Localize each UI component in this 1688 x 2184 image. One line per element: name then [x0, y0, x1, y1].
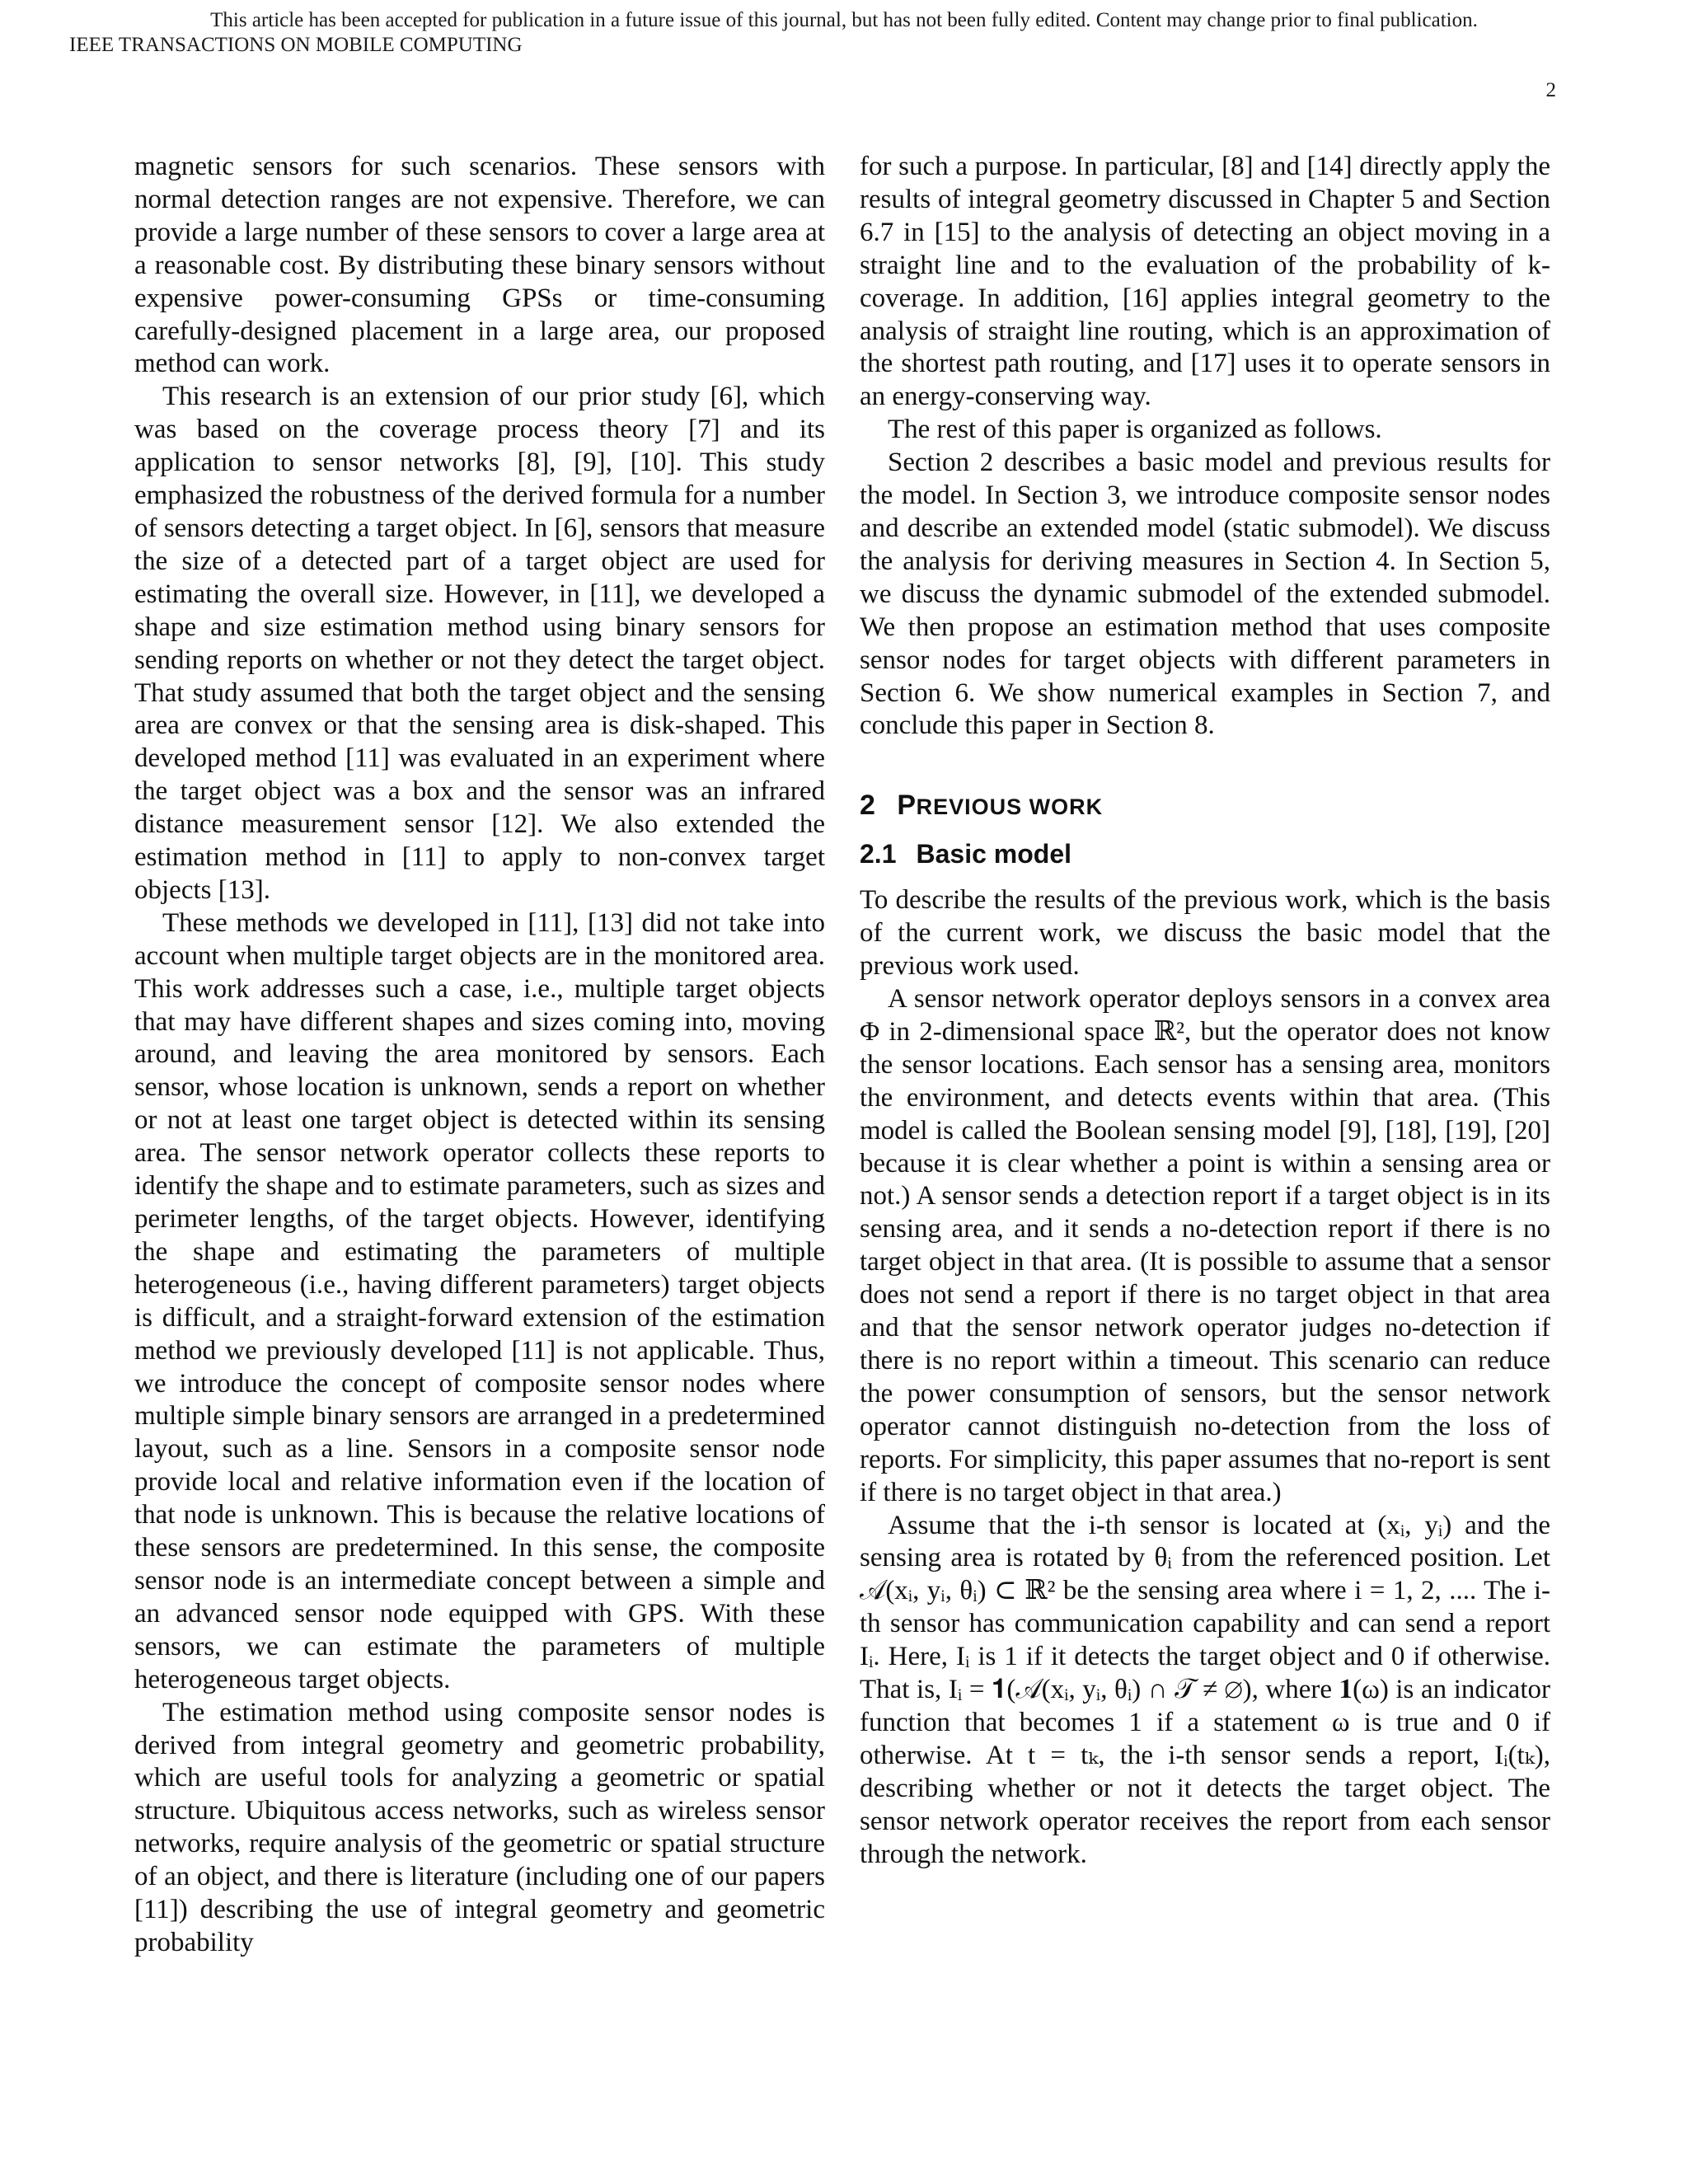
publication-notice: This article has been accepted for publication in a future issue of this journal, but has not been fully edited. Content may change prior to final publication.: [210, 9, 1478, 31]
paragraph: The rest of this paper is organized as follows.: [888, 415, 1382, 445]
paragraph: Assume that the i-th sensor is located at (xᵢ, yᵢ) and the sensing area is rotated by θᵢ from the referenced position. Let 𝒜(xᵢ, yᵢ, θᵢ) ⊂ ℝ² be the sensing area where i = 1, 2, .... The i-th sensor has communication capability and can send a report Iᵢ. Here, Iᵢ is 1 if it detects the target object and 0 if otherwise. That is, Iᵢ = 𝟏(𝒜(xᵢ, yᵢ, θᵢ) ∩ 𝒯 ≠ ∅), where 𝟏(ω) is an indicator function that becomes 1 if a statement ω is true and 0 if otherwise. At t = tₖ, the i-th sensor sends a report, Iᵢ(tₖ), describing whether or not it detects the target object. The sensor network operator receives the report from each sensor through the network.: [860, 1510, 1550, 1869]
subsection-title: Basic model: [916, 839, 1071, 869]
section-title-rest: REVIOUS WORK: [916, 794, 1104, 820]
paragraph: magnetic sensors for such scenarios. These sensors with normal detection ranges are not expensive. Therefore, we can provide a large number of these sensors to cover a large area at a reasonable cost. By distributing these binary sensors without expensive power-consuming GPSs or time-consuming carefully-designed placement in a large area, our proposed method can work.: [134, 152, 825, 379]
section-heading: [860, 787, 1550, 825]
paragraph: The estimation method using composite sensor nodes is derived from integral geometry and geometric probability, which are useful tools for analyzing a geometric or spatial structure. Ubiquitous access networks, such as wireless sensor networks, require analysis of the geometric or spatial structure of an object, and there is literature (including one of our papers [11]) describing the use of integral geometry and geometric probability: [134, 1697, 825, 1957]
subsection-heading: [860, 837, 1550, 871]
paragraph: A sensor network operator deploys sensors in a convex area Φ in 2-dimensional space ℝ², but the operator does not know the sensor locations. Each sensor has a sensing area, monitors the environment, and detects events within that area. (This model is called the Boolean sensing model [9], [18], [19], [20] because it is clear whether a point is within a sensing area or not.) A sensor sends a detection report if a target object is in its sensing area, and it sends a no-detection report if there is no target object in that area. (It is possible to assume that a sensor does not send a report if there is no target object in that area and that the sensor network operator judges no-detection if there is no report within a timeout. This scenario can reduce the power consumption of sensors, but the sensor network operator cannot distinguish no-detection from the loss of reports. For simplicity, this paper assumes that no-report is sent if there is no target object in that area.): [860, 984, 1550, 1507]
paragraph: These methods we developed in [11], [13] did not take into account when multiple target objects are in the monitored area. This work addresses such a case, i.e., multiple target objects that may have different shapes and sizes coming into, moving around, and leaving the area monitored by sensors. Each sensor, whose location is unknown, sends a report on whether or not at least one target object is detected within its sensing area. The sensor network operator collects these reports to identify the shape and to estimate parameters, such as sizes and perimeter lengths, of the target objects. However, identifying the shape and estimating the parameters of multiple heterogeneous (i.e., having different parameters) target objects is difficult, and a straight-forward extension of the estimation method we previously developed [11] is not applicable. Thus, we introduce the concept of composite sensor nodes where multiple simple binary sensors are arranged in a predetermined layout, such as a line. Sensors in a composite sensor node provide local and relative information even if the location of that node is unknown. This is because the relative locations of these sensors are predetermined. In this sense, the composite sensor node is an intermediate concept between a simple and an advanced sensor node equipped with GPS. With these sensors, we can estimate the parameters of multiple heterogeneous target objects.: [134, 907, 825, 1694]
subsection-number: 2.1: [860, 839, 897, 869]
section-number: 2: [860, 790, 876, 822]
left-column: [134, 151, 825, 1960]
paragraph: Section 2 describes a basic model and previous results for the model. In Section 3, we introduce composite sensor nodes and describe an extended model (static submodel). We discuss the analysis for deriving measures in Section 4. In Section 5, we discuss the dynamic submodel of the extended submodel. We then propose an estimation method that uses composite sensor nodes for target objects with different parameters in Section 6. We show numerical examples in Section 7, and conclude this paper in Section 8.: [860, 448, 1550, 741]
paragraph: This research is an extension of our prior study [6], which was based on the coverage process theory [7] and its application to sensor networks [8], [9], [10]. This study emphasized the robustness of the derived formula for a number of sensors detecting a target object. In [6], sensors that measure the size of a detected part of a target object are used for estimating the overall size. However, in [11], we developed a shape and size estimation method using binary sensors for sending reports on whether or not they detect the target object. That study assumed that both the target object and the sensing area are convex or that the sensing area is disk-shaped. This developed method [11] was evaluated in an experiment where the target object was a box and the sensor was an infrared distance measurement sensor [12]. We also extended the estimation method in [11] to apply to non-convex target objects [13].: [134, 382, 825, 905]
paragraph: for such a purpose. In particular, [8] and [14] directly apply the results of integral geometry discussed in Chapter 5 and Section 6.7 in [15] to the analysis of detecting an object moving in a straight line and to the evaluation of the probability of k-coverage. In addition, [16] applies integral geometry to the analysis of straight line routing, which is an approximation of the shortest path routing, and [17] uses it to operate sensors in an energy-conserving way.: [860, 152, 1550, 412]
journal-name: IEEE TRANSACTIONS ON MOBILE COMPUTING: [69, 34, 523, 56]
section-title-initial: P: [897, 790, 917, 822]
paragraph: To describe the results of the previous work, which is the basis of the current work, we discuss the basic model that the previous work used.: [860, 885, 1550, 982]
page-number: 2: [1545, 79, 1556, 101]
right-column: [860, 151, 1550, 1872]
